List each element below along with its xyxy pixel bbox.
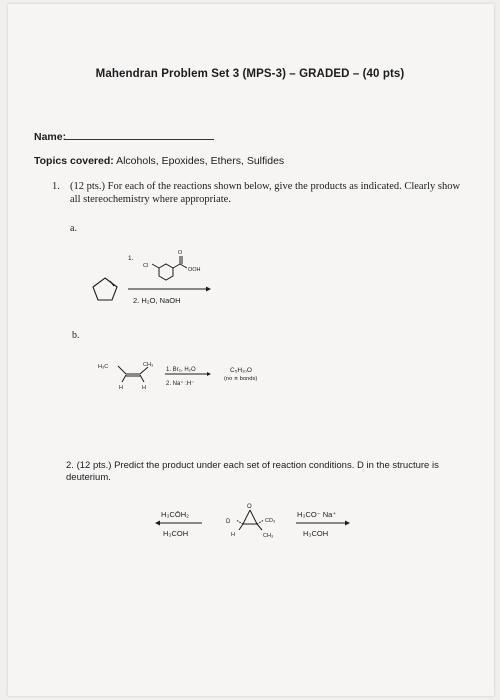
name-label: Name: [34, 131, 67, 143]
topics-label: Topics covered: [34, 155, 114, 167]
alkene-structure [118, 366, 148, 382]
topics-value: Alcohols, Epoxides, Ethers, Sulfides [116, 155, 285, 167]
question-2-number: 2. [66, 460, 74, 471]
q2-mol-cd3: CD₃ [265, 518, 276, 524]
part-b-label: b. [72, 330, 80, 341]
page-title: Mahendran Problem Set 3 (MPS-3) – GRADED – (40 pts) [95, 68, 405, 80]
q2-left-arrowhead [155, 521, 160, 526]
question-1-text: (12 pts.) For each of the reactions shown below, give the products as indicated. Clearly show all stereochemistry where appropriate. [70, 181, 461, 205]
part-b-step2: 2. Na⁺ :H⁻ [166, 381, 195, 387]
part-b-h-left: H [119, 385, 123, 391]
q2-mol-o: O [247, 504, 252, 510]
part-a-o: O [178, 250, 183, 256]
part-b-note: (no π bonds) [224, 376, 258, 382]
part-b-step1: 1. Br₂, H₂O [166, 367, 196, 373]
part-b-h-right: H [142, 385, 146, 391]
q2-mol-d: D [226, 519, 231, 525]
cyclopentene-structure [93, 278, 117, 300]
q2-right-bottom-reagent: H₃COH [303, 529, 329, 538]
part-a-step1: 1. [128, 255, 134, 262]
part-a-arrowhead [206, 287, 211, 292]
question-1-number: 1. [52, 181, 60, 192]
q2-left-top-reagent: H₃CŌH₂ [161, 510, 190, 519]
part-b-ch3: CH₃ [143, 362, 154, 368]
part-b-arrowhead [207, 372, 211, 376]
part-b-formula: C₅H₁₀O [230, 367, 252, 374]
part-a-ooh: OOH [188, 267, 201, 273]
q2-mol-ch3: CH₃ [263, 533, 274, 539]
question-2-text: (12 pts.) Predict the product under each set of reaction conditions. D in the structure is deuterium. [66, 460, 439, 483]
mcpba-structure [152, 256, 187, 280]
part-a-cl: Cl [143, 263, 149, 269]
q2-right-arrowhead [345, 521, 350, 526]
part-a-step2: 2. H₂O, NaOH [133, 296, 181, 305]
q2-right-top-reagent: H₃CO⁻ Na⁺ [297, 510, 337, 519]
epoxide-structure [236, 510, 264, 530]
part-b-h3c: H₃C [98, 364, 109, 370]
q2-left-bottom-reagent: H₃COH [163, 529, 189, 538]
q2-mol-h: H [231, 532, 235, 538]
part-a-label: a. [70, 223, 77, 234]
